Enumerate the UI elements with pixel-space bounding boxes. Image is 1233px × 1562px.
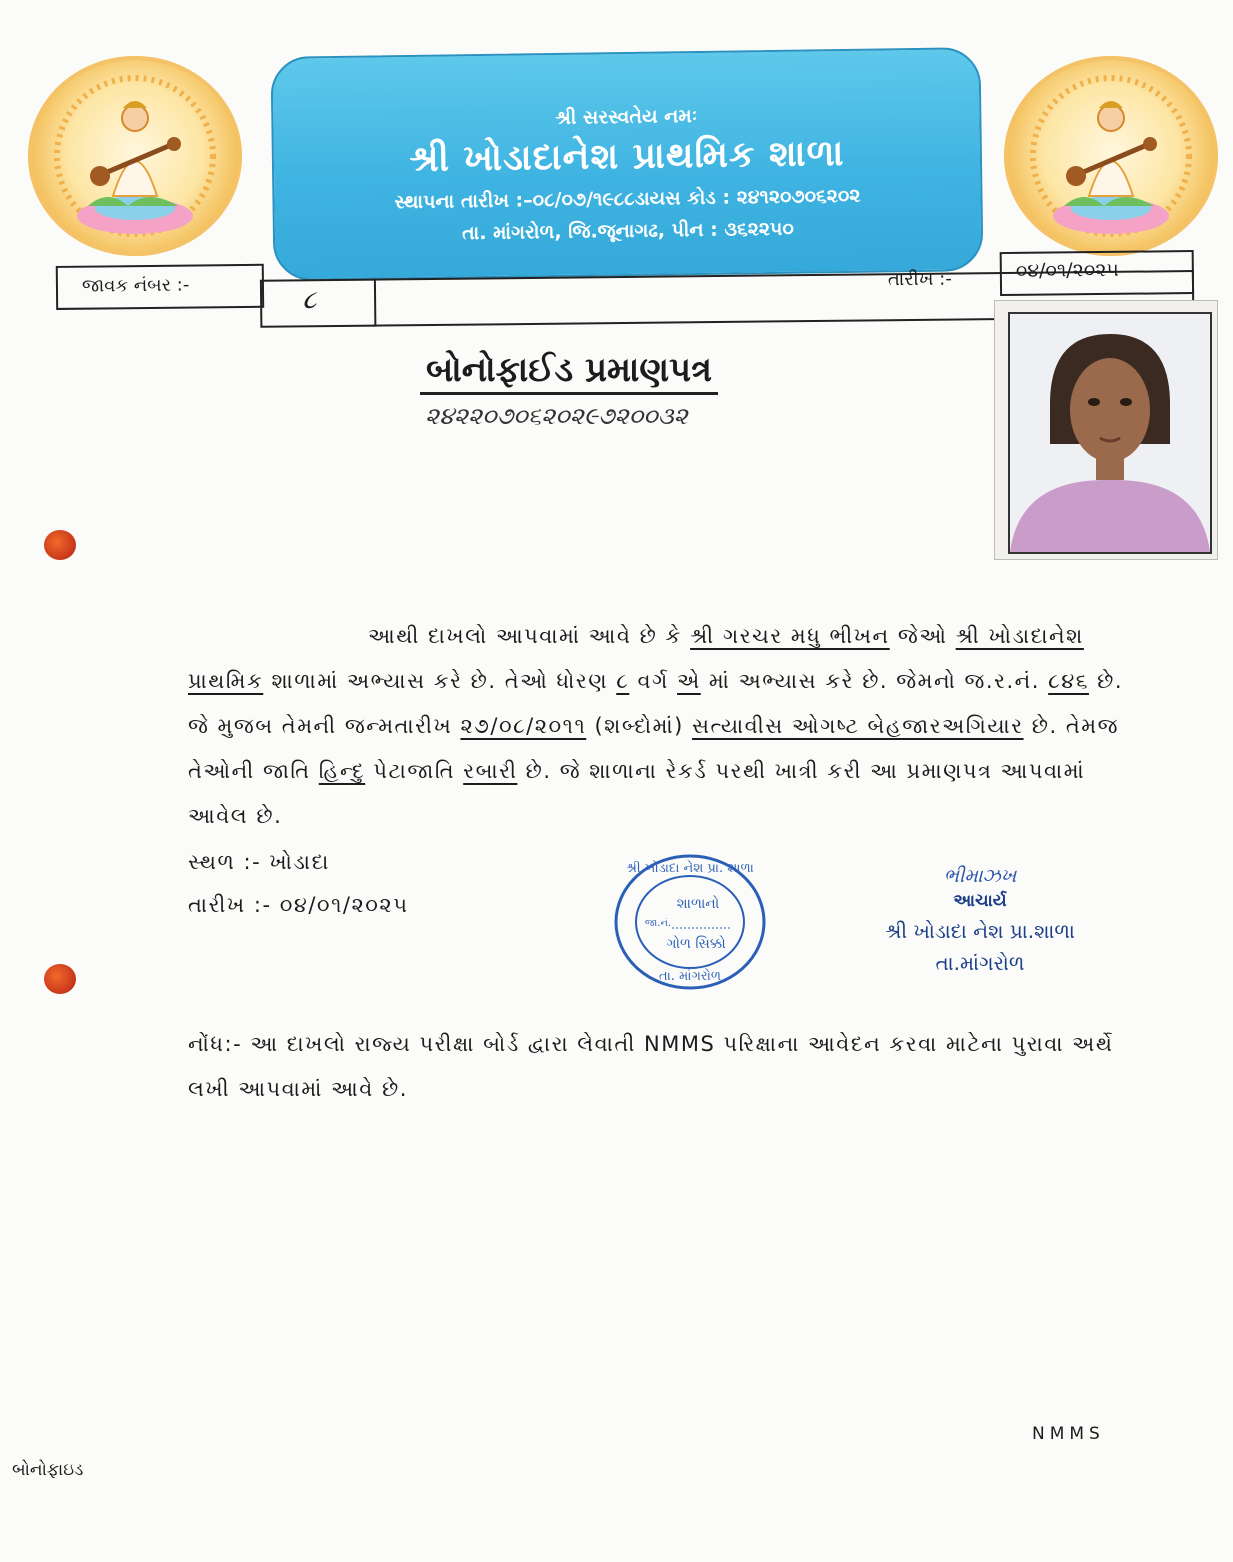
body-division-label: વર્ગ	[637, 669, 669, 693]
date-of-birth: ૨૭/૦૮/૨૦૧૧	[460, 714, 587, 738]
footer-bonafide: બોનોફાઇડ	[12, 1460, 84, 1480]
stamp-center-bottom: ગોળ સિક્કો	[666, 936, 726, 952]
address-line: તા. માંગરોળ, જિ.જૂનાગઢ, પીન : ૩૬૨૨૫૦	[461, 217, 795, 245]
body-caste-label: છે. તેમજ તેઓની જાતિ	[188, 714, 1119, 783]
stamp-ring-text: શ્રી ખોડાદા નેશ પ્રા. શાળા	[626, 861, 754, 876]
date-label: તારીખ :-	[887, 268, 952, 291]
inward-label: જાવક નંબર :-	[81, 274, 190, 297]
principal-signature-block	[840, 865, 1120, 975]
signature: ભીમાઝખ	[943, 865, 1017, 887]
certificate-number: ૨૪૨૨૦૭૦૬૨૦૨૯૭૨૦૦૩૨	[425, 402, 688, 430]
saraswati-icon	[28, 56, 242, 256]
stamp-center-mid: જા.નં.	[644, 918, 672, 929]
gr-number: ૮૪૬	[1048, 669, 1089, 693]
punch-hole-bottom	[44, 964, 76, 994]
dob-in-words: સત્યાવીસ ઓગષ્ટ બેહજારઅગિયાર	[692, 714, 1024, 738]
signature-taluka: તા.માંગરોળ	[935, 951, 1025, 975]
certificate-body	[188, 614, 1148, 839]
division: એ	[677, 669, 701, 693]
stamp-ring-bottom: તા. માંગરોળ	[658, 969, 722, 984]
school-round-stamp	[612, 852, 768, 992]
punch-hole-top	[44, 530, 76, 560]
saraswati-emblem-left	[28, 56, 242, 256]
stamp-seal-icon	[612, 852, 768, 992]
stamp-center-top: શાળાનો	[676, 896, 720, 912]
student-photo-icon	[1010, 314, 1210, 552]
footer-nmms: NMMS	[1032, 1424, 1105, 1444]
date-value: ૦૪/૦૧/૨૦૨૫	[1015, 258, 1119, 282]
saraswati-icon	[1004, 56, 1218, 256]
body-dob-label: છે. જે મુજબ તેમની જન્મતારીખ	[188, 669, 1124, 738]
body-gr-label: માં અભ્યાસ કરે છે. જેમનો જ.ર.નં.	[708, 669, 1040, 693]
signature-school: શ્રી ખોડાદા નેશ પ્રા.શાળા	[885, 919, 1075, 943]
place: સ્થળ :- ખોડાદા	[188, 850, 330, 874]
standard: ૮	[616, 669, 630, 693]
school-header-banner	[270, 47, 983, 281]
caste: હિન્દુ	[318, 759, 366, 783]
body-who: જેઓ	[897, 624, 948, 648]
body-intro: આથી દાખલો આપવામાં આવે છે કે	[368, 624, 682, 648]
certificate-title: બોનોફાઈડ પ્રમાણપત્ર	[420, 350, 718, 395]
certificate-date: તારીખ :- ૦૪/૦૧/૨૦૨૫	[188, 893, 409, 917]
note: નોંધ:- આ દાખલો રાજ્ય પરીક્ષા બોર્ડ દ્વારા લેવાતી NMMS પરિક્ષાના આવેદન કરવા માટેના પુરાવા અર્થે લખી આપવામાં આવે છે.	[188, 1032, 1114, 1101]
subcaste: રબારી	[463, 759, 518, 783]
body-subcaste-label: પેટાજાતિ	[373, 759, 456, 783]
student-photo	[1008, 312, 1212, 554]
student-name: શ્રી ગરચર મધુ ભીખન	[690, 624, 890, 648]
body-closing: છે. જે શાળાના રેકર્ડ પરથી ખાત્રી કરી આ પ્રમાણપત્ર આપવામાં આવેલ છે.	[188, 759, 1086, 828]
principal-role: આચાર્ય	[953, 891, 1007, 911]
body-school-name: શ્રી ખોડાદાનેશ પ્રાથમિક	[188, 624, 1084, 693]
body-words-label: (શબ્દોમાં)	[594, 714, 684, 738]
established-line: સ્થાપના તારીખ :–૦૮/૦૭/૧૯૮૮ડાયસ કોડ : ૨૪૧૨૦૭૦૬૨૦૨	[394, 184, 861, 214]
inward-value: ૮	[301, 285, 317, 316]
school-name: શ્રી ખોડાદાનેશ પ્રાથમિક શાળા	[409, 132, 845, 181]
body-studies: શાળામાં અભ્યાસ કરે છે. તેઓ ધોરણ	[271, 669, 609, 693]
inward-value-box	[260, 279, 376, 328]
saraswati-emblem-right	[1004, 56, 1218, 256]
invocation: શ્રી સરસ્વતેય નમઃ	[555, 105, 698, 129]
